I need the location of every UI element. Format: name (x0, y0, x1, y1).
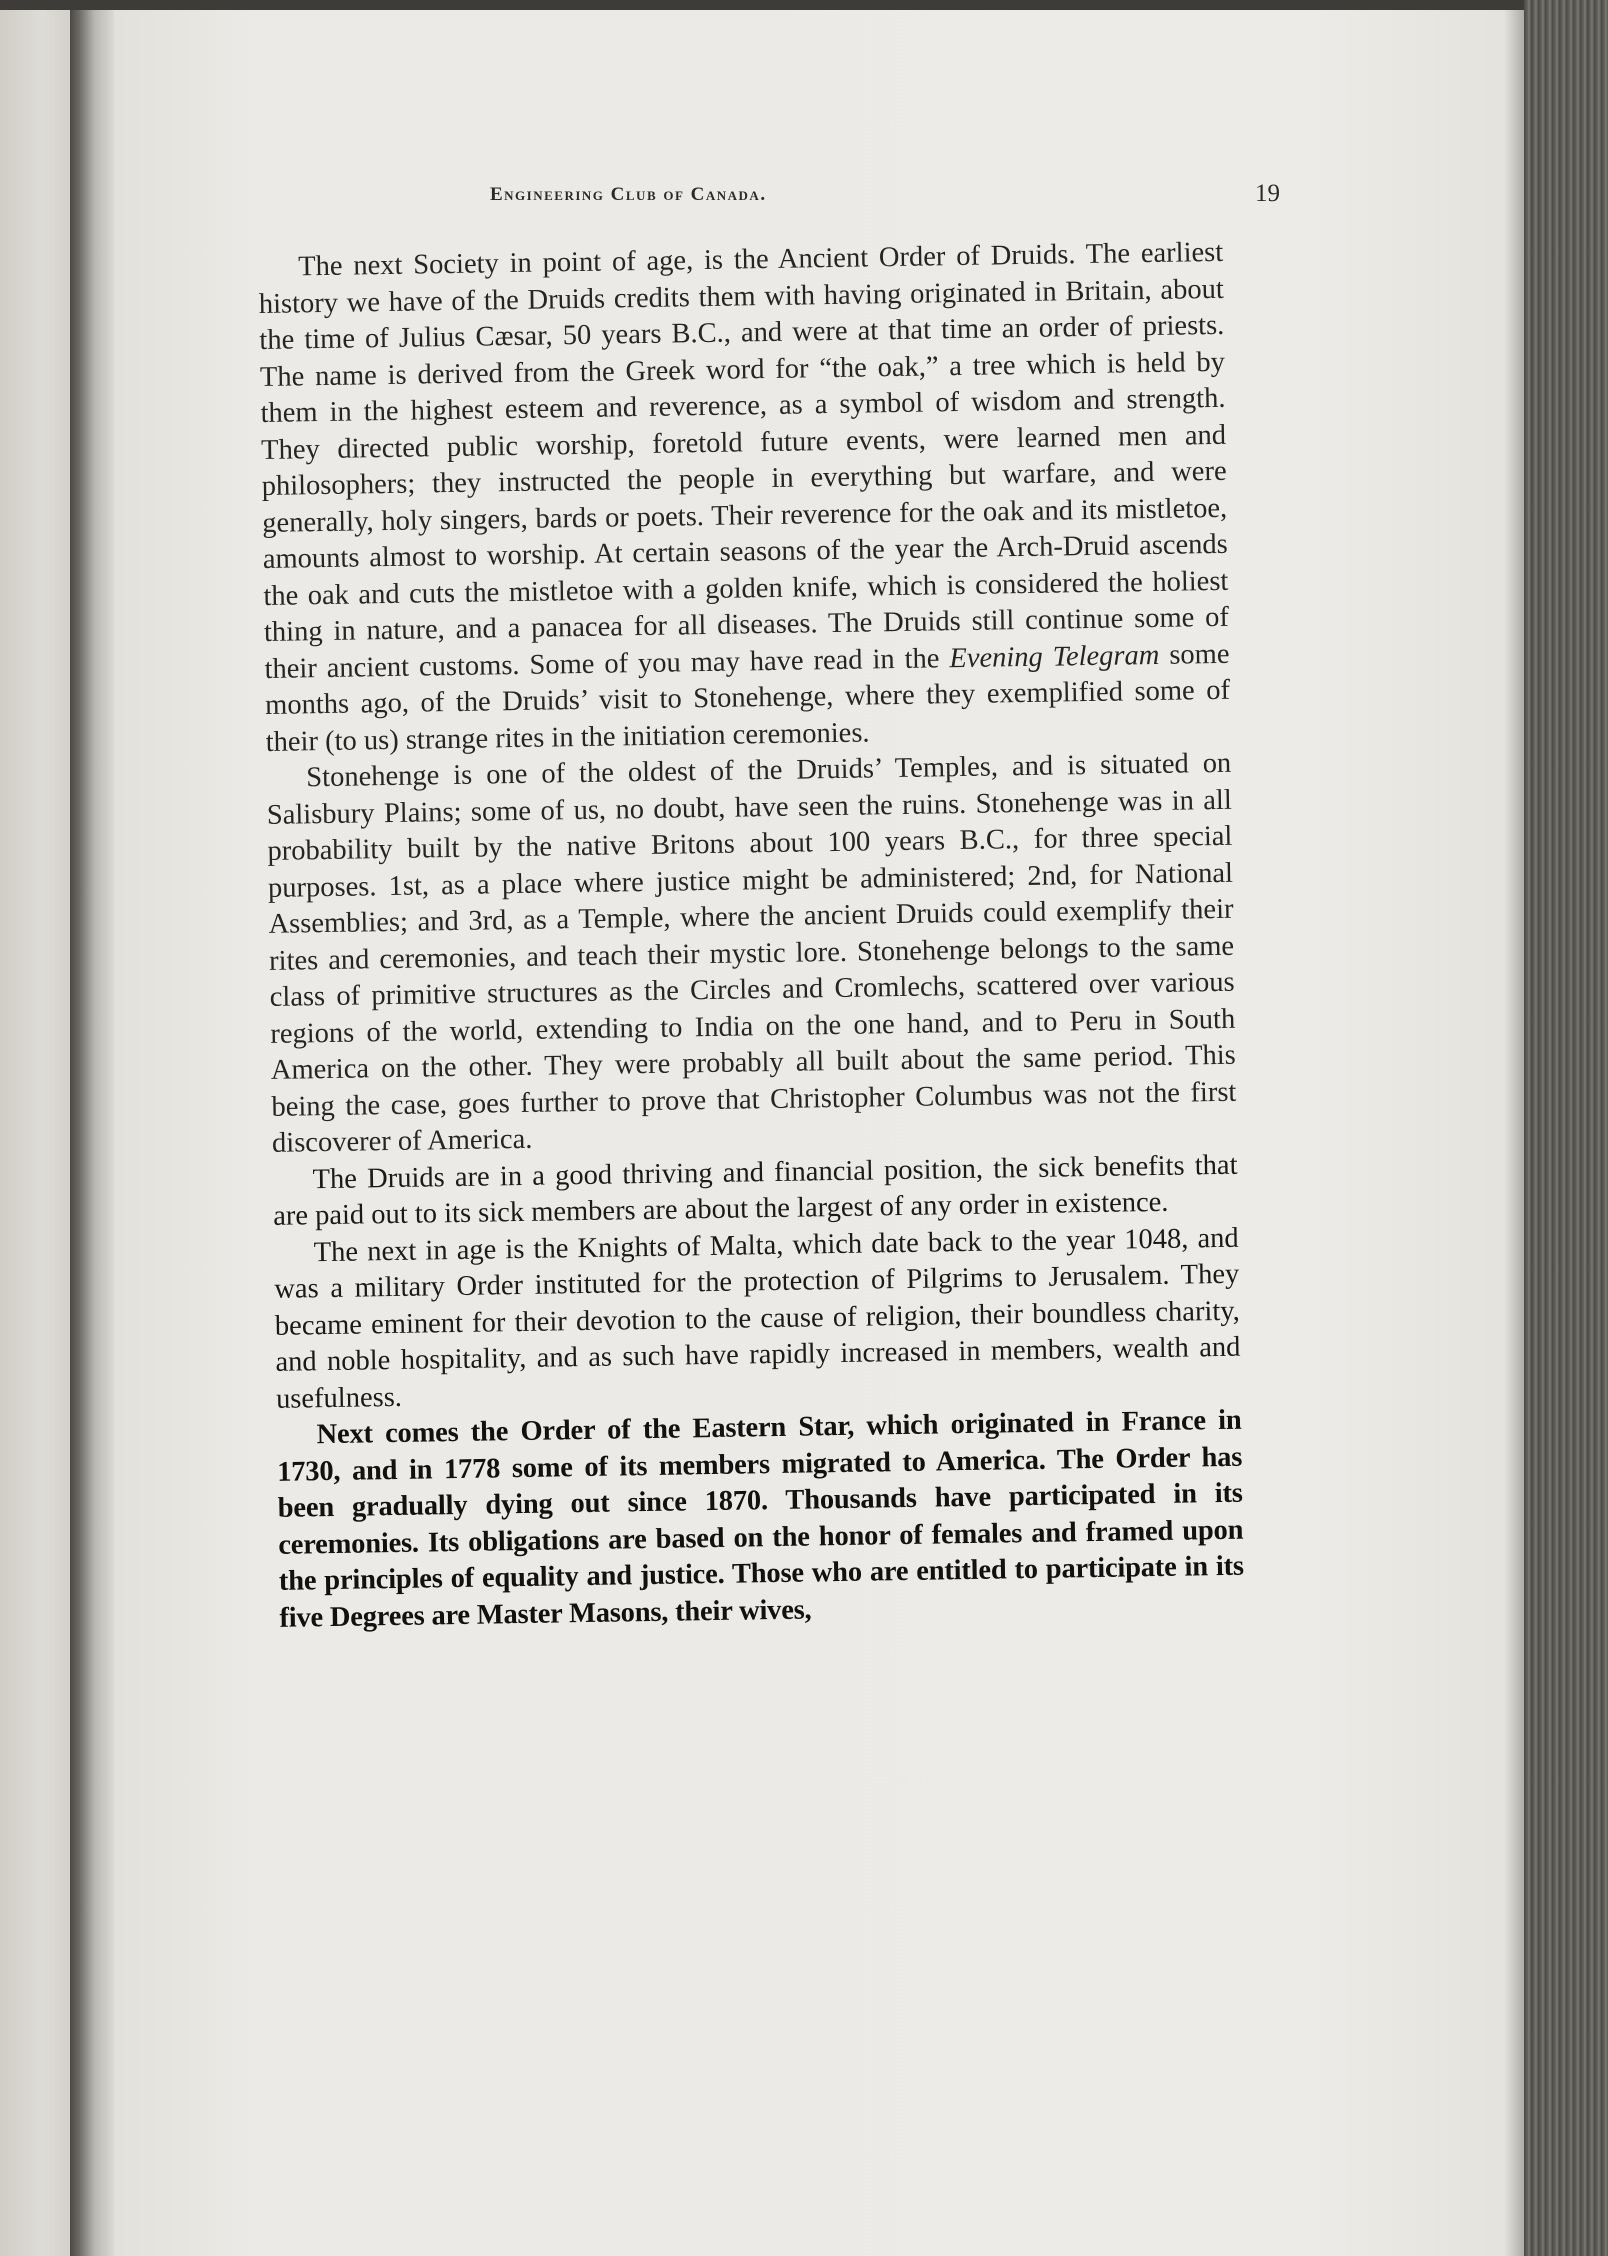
paragraph-druids-text-end: some months ago, of the Druids’ visit to Stonehenge, where they exemplified some of their (to us) strange rites in the initiation ceremonies. (264, 638, 1231, 758)
page-number: 19 (1255, 180, 1280, 207)
paragraph-knights-of-malta: The next in age is the Knights of Malta, which date back to the year 1048, and was a military Order instituted for the protection of Pilgrims to Jerusalem. They became eminent for their devotion to the cause of religion, their boundless charity, and noble hospitality, and as such have rapidly increased in members, wealth and usefulness. (274, 1222, 1241, 1415)
paragraph-stonehenge: Stonehenge is one of the oldest of the Druids’ Temples, and is situated on Salisbury Plains; some of us, no doubt, have seen the ruins. Stonehenge was in all probability built by the native Britons about 100 years B.C., for three special purposes. 1st, as a place where justice might be administered; 2nd, for National Assemblies; and 3rd, as a Temple, where the ancient Druids could exemplify their rites and ceremonies, and teach their mystic lore. Stonehenge belongs to the same class of primitive structures as the Circles and Cromlechs, scattered over various regions of the world, extending to India on the one hand, and to Peru in South America on the other. They were probably all built about the same period. This being the case, goes further to prove that Christopher Columbus was not the first discoverer of America. (266, 747, 1237, 1159)
scan-top-border (0, 0, 1608, 10)
paragraph-druids-finances: The Druids are in a good thriving and financial position, the sick benefits that are paid out to its sick members are about the largest of any order in existence. (272, 1149, 1238, 1232)
page-edge-shadow (1504, 10, 1526, 2256)
running-head: Engineering Club of Canada. (490, 184, 767, 205)
book-gutter (70, 10, 114, 2256)
page-stack-edge (1524, 0, 1608, 2256)
body-text (258, 235, 1245, 1637)
facing-page-edge (0, 10, 70, 2256)
page-header (260, 180, 1280, 224)
paragraph-druids-text: The next Society in point of age, is the Ancient Order of Druids. The earliest history we have of the Druids credits them with having originated in Britain, about the time of Julius Cæsar, 50 years B.C., and were at that time an order of priests. The name is derived from the Greek word for “the oak,” a tree which is held by them in the highest esteem and reverence, as a symbol of wisdom and strength. They directed public worship, foretold future events, were learned men and philosophers; they instructed the people in everything but warfare, and were generally, holy singers, bards or poets. Their reverence for the oak and its mistletoe, amounts almost to worship. At certain seasons of the year the Arch-Druid ascends the oak and cuts the mistletoe with a golden knife, which is considered the holiest thing in nature, and a panacea for all diseases. The Druids still continue some of their ancient customs. Some of you may have read in the (258, 236, 1230, 685)
paragraph-druids (258, 235, 1231, 761)
newspaper-title: Evening Telegram (949, 639, 1160, 674)
paragraph-eastern-star: Next comes the Order of the Eastern Star, which originated in France in 1730, and in 1778 some of its members migrated to America. The Order has been gradually dying out since 1870. Thousands have participated in its ceremonies. Its obligations are based on the honor of females and framed upon the principles of equality and justice. Those who are entitled to participate in its five Degrees are Master Masons, their wives, (276, 1404, 1245, 1634)
